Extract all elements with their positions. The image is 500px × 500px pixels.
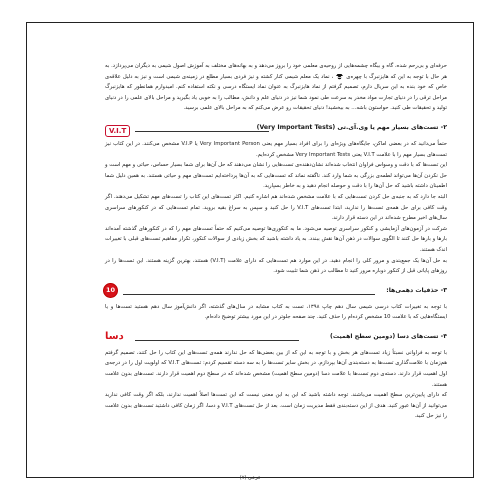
paragraph: با توجه به تغییرات کتاب درسی شیمی سال دهم چاپ ۱۳۹۸، تست به کتاب مشابه در سال‌های گذشته، اگر دانش‌آموز سال دهم هستید تست‌ها و یا ایستگاه‌هایی که با علامت 10 مشخص کرده‌ام را حذف کنید. چند صفحه جلوتر در این مورد بیشتر توضیح داده‌ام. (105, 303, 447, 321)
intro-section (105, 61, 447, 114)
vit-badge-icon: V.I.T (105, 125, 130, 137)
paragraph: با توجه به فراوانی نسبتاً زیاد تست‌های هر بخش و با توجه به این که از بین بعضی‌ها که حل ندارند همه‌ی تست‌های این کتاب را حل کنند، تصمیم گرفتم هم‌زمان با علامت‌گذاری تست‌ها به دسته‌بندی آن‌ها بپردازم. در بخش سایر تست‌ها را به سه دسته تقسیم کردم: تست‌های V.I.T که اولویت اول را در درجه‌ی اول اهمیت قرار دارند. دسته‌ی دوم تست‌ها با علامت دسا (دومین سطح اهمیت) مشخص شده‌اند که در سطح دوم اهمیت قرار دارند. تست‌های بدون علامت هستند. (105, 349, 447, 388)
paragraph: حتماً می‌دانید که در بعضی اماکن، جایگاه‌های ویژه‌ای را برای افراد بسیار مهم یعنی Very Important Person یا V.I.P مشخص می‌کنند. در این کتاب نیز تست‌های بسیار مهم را با علامت V.I.T یعنی Very Important Tests مشخص کرده‌ایم. (105, 140, 447, 158)
paragraph: به حل آن‌ها یک جمع‌بندی و مرور کلی را انجام دهید. در این موارد هم تست‌هایی که دارای علامت (V.I.T) هستند، بهترین گزینه هستند. این تست‌ها را در روزهای پایانی قبل از کنکور دوباره مرور کنید تا مطالب در ذهن شما تثبیت شود. (105, 257, 447, 275)
section-vit (105, 123, 447, 277)
heading-rule (135, 340, 299, 341)
section-dasa (105, 332, 447, 422)
page-frame (26, 22, 474, 481)
intro-text-2: ، نماد یک معلم شیمی کنار کشته و نیز فردی بسیار مطلع در زمینه‌ی شیمی است و نیز به دلیل علاقه‌ی خاص که خود بنده به این سریال دارم، تصمیم گرفتم از نماد هایزنبرگ به عنوان نماد ایستگاه درسی و نکته استفاده کنم. امیدوارم همانطور که هایزنبرگ مراحل ترقی را در دنیای تجارت مواد مخدر به سرعت طی نمود شما نیز در دنیای علم و دانش، مطالب را به خوبی یاد بگیرید و مراحل بالای علمی را در دنیای تولید و تحقیقات طی کنید. (105, 73, 447, 112)
section-title: ۲- تست‌های بسیار مهم یا وی.آی.تی (Very Important Tests) (256, 123, 447, 131)
grade-10-stop-icon: 10 (103, 283, 118, 298)
page-number: فرعی (۷) (239, 475, 261, 481)
section-grade10-removed (105, 286, 447, 323)
section-heading (105, 332, 447, 346)
intro-paragraph (105, 61, 447, 114)
paragraph: البته جا دارد که به جنبه‌ی حل کردن تست‌هایی که با علامت مشخص شده‌اند هم اشاره کنیم. اکثر تست‌های این کتاب را تست‌های مهم تشکیل می‌دهند. اگر وقت کافی برای حل همه‌ی تست‌ها را ندارید، ابتدا تست‌های V.I.T را حل کنید و سپس به سراغ بقیه بروید. تمام تست‌هایی که در کنکورهای سراسری سال‌های اخیر مطرح شده‌اند در این دسته قرار دارند. (105, 193, 447, 222)
section-title: ۴- تست‌های دسا (دومین سطح اهمیت) (330, 332, 447, 340)
dasa-badge-icon: دسا (105, 330, 124, 342)
document-body (105, 61, 447, 431)
heading-rule (123, 294, 375, 295)
paragraph: شرکت در آزمون‌های آزمایشی و کنکور سراسری توصیه می‌شود. ما به کنکوری‌ها توصیه می‌کنیم که حتماً تست‌های مهم را که در کنکورهای گذشته آمده‌اند بارها و بارها حل کنند تا الگوی سوالات در ذهن آن‌ها نقش ببندد. به یاد داشته باشید که بخش زیادی از سوالات کنکور، تکرار مفاهیم تست‌های قبلی با تغییرات اندک هستند. (105, 225, 447, 253)
intro-text-3: حواستون باشه... به بیخشید! دنیای تحقیقات رو عرض می‌کنم که به مراحل بالای علمی برسید. (183, 105, 389, 112)
section-title: ۳- حذفیات دهمی‌ها: (386, 286, 447, 294)
heisenberg-icon (335, 73, 344, 80)
paragraph: که دارای پایین‌ترین سطح اهمیت می‌باشند. توجه داشته باشید که این به این معنی نیست که این تست‌ها اصلاً اهمیت ندارند، بلکه اگر وقت کافی ندارید می‌توانید از آن‌ها عبور کنید. هدف از این دسته‌بندی فقط مدیریت زمان است. بعد از حل تست‌های V.I.T و دسا، اگر زمان کافی داشتید تست‌های بدون علامت را نیز حل کنید. (105, 392, 448, 420)
intro-text-1: حرفه‌ای و بی‌رحم شده، گاه و بیگاه چشمه‌هایی از روحیه‌ی معلمی خود را بروز می‌دهد و به بهانه‌های مختلف به آموزش اصول شیمی به دیگران می‌پردازد. به هر حال با توجه به این که هایزنبرگ با چهره‌ی (105, 63, 448, 80)
section-heading (105, 123, 447, 137)
section-heading (105, 286, 447, 300)
paragraph: این تست‌ها که با دقت و وسواس فراوان انتخاب شده‌اند نشان‌دهنده‌ی تست‌هایی را نشان می‌دهند که حل آن‌ها برای شما بسیار حساس، حیاتی و مهم است و حل نکردن آن‌ها می‌تواند لطمه‌ی بزرگی به شما وارد کند. ناگفته نماند که تست‌هایی که به آن‌ها پرداخته‌ایم تست‌های مهم و حیاتی هستند. به همین دلیل شما اطمینان داشته باشید که حل آن‌ها را با دقت و حوصله انجام دهید و به خاطر بسپارید. (105, 162, 447, 190)
heading-rule (135, 131, 269, 132)
